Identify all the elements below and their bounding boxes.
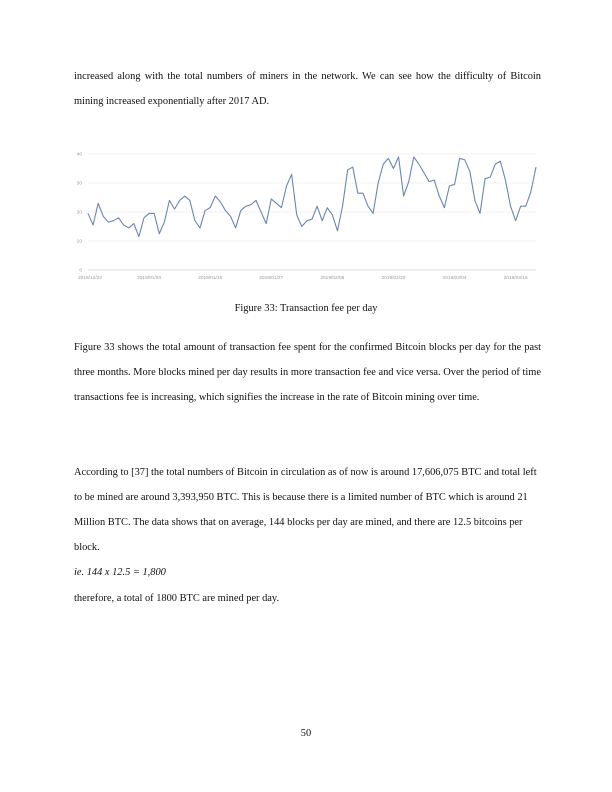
x-tick-label: 2019/03/16 <box>503 276 528 281</box>
fee-description-paragraph: Figure 33 shows the total amount of transaction fee spent for the confirmed Bitcoin blocks per day for the past three months. More blocks mined per day results in more transaction fee and vice versa. Over the period of time transactions fee is increasing, which signifies the increase in the rate of Bitcoin mining over time. <box>74 342 541 403</box>
x-tick-label: 2019/01/03 <box>137 276 162 281</box>
y-tick-label: 20 <box>76 210 82 216</box>
chart-series <box>88 157 536 237</box>
page-number: 50 <box>300 728 312 739</box>
x-tick-label: 2018/12/22 <box>78 276 103 281</box>
transaction-fee-chart <box>70 146 545 286</box>
series-line-transaction-fee <box>88 157 536 237</box>
y-axis-ticks <box>77 152 83 274</box>
x-axis-ticks <box>78 275 528 281</box>
x-tick-label: 2019/02/20 <box>381 276 406 281</box>
x-tick-label: 2019/01/15 <box>198 276 223 281</box>
y-tick-label: 40 <box>76 152 82 158</box>
conclusion-paragraph: therefore, a total of 1800 BTC are mined per day. <box>74 593 280 604</box>
x-tick-label: 2019/03/04 <box>442 276 467 281</box>
y-tick-label: 30 <box>76 181 82 187</box>
circulation-paragraph: According to [37] the total numbers of Bitcoin in circulation as of now is around 17,606,075 BTC and total left to be mined are around 3,393,950 BTC. This is because there is a limited number of BTC which is around 21 Million BTC. The data shows that on average, 144 blocks per day are mined, and there are 12.5 bitcoins per block. <box>74 467 537 553</box>
y-tick-label: 0 <box>79 268 82 274</box>
x-tick-label: 2019/01/27 <box>259 276 284 281</box>
equation-line: ie. 144 x 12.5 = 1,800 <box>74 567 166 578</box>
intro-paragraph: increased along with the total numbers of miners in the network. We can see how the difficulty of Bitcoin mining increased exponentially after 2017 AD. <box>74 71 541 107</box>
figure-caption: Figure 33: Transaction fee per day <box>234 303 378 314</box>
chart-grid <box>88 154 536 270</box>
y-tick-label: 10 <box>76 239 82 245</box>
x-tick-label: 2019/02/08 <box>320 276 345 281</box>
